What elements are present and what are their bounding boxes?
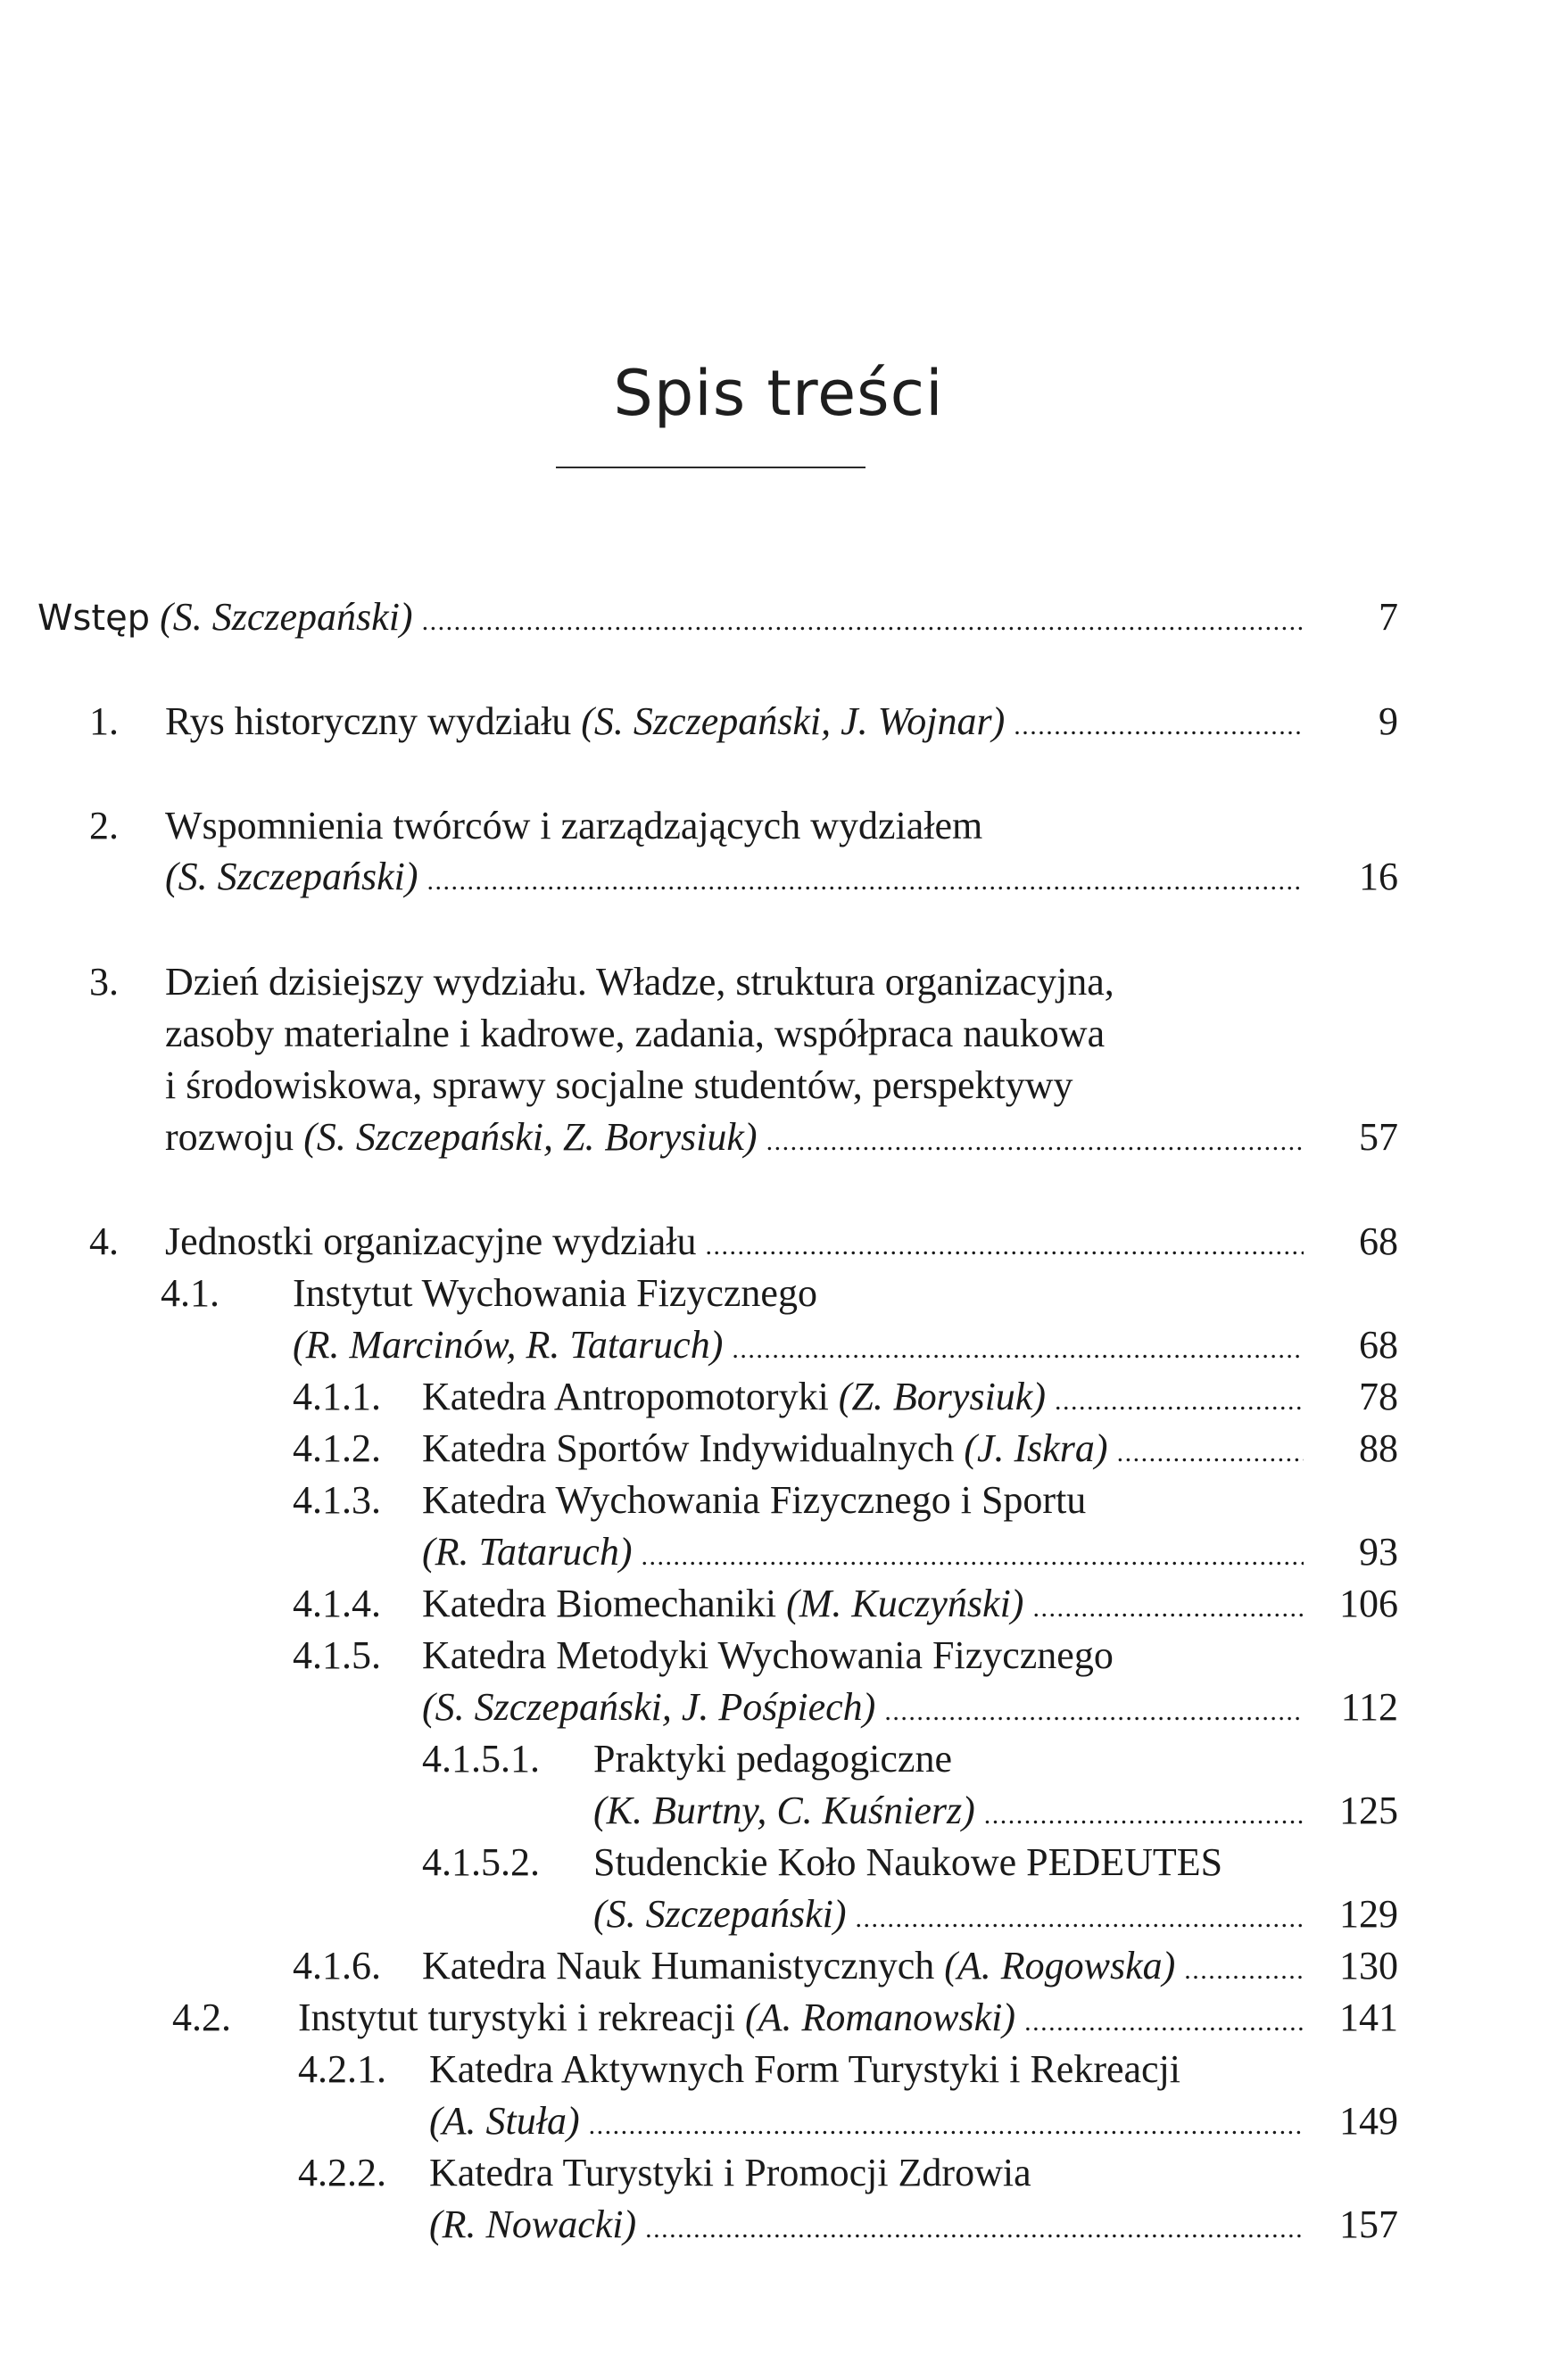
toc-entry-3-line3: i środowiskowa, sprawy socjalne studentów, perspektywy bbox=[165, 1063, 1073, 1107]
entry-number: 2. bbox=[89, 804, 119, 847]
dot-leader bbox=[422, 597, 1304, 647]
entry-title: Katedra Metodyki Wychowania Fizycznego bbox=[422, 1633, 1114, 1677]
dot-leader bbox=[1184, 1946, 1304, 1996]
page-title: Spis treści bbox=[613, 357, 944, 430]
entry-author: (M. Kuczyński) bbox=[786, 1582, 1024, 1625]
entry-title: Katedra Wychowania Fizycznego i Sportu bbox=[422, 1478, 1087, 1522]
page-number: 141 bbox=[1339, 1996, 1398, 2039]
dot-leader bbox=[1024, 1997, 1304, 2047]
entry-author: (Z. Borysiuk) bbox=[838, 1375, 1046, 1418]
toc-entry-4-2[interactable] bbox=[298, 1993, 1398, 2043]
entry-title: Studenckie Koło Naukowe PEDEUTES bbox=[593, 1840, 1223, 1884]
toc-entry-4-1-3-cont[interactable] bbox=[422, 1527, 1398, 1577]
entry-author: (R. Marcinów, R. Tataruch) bbox=[293, 1323, 724, 1367]
toc-entry-3-line4[interactable]: rozwoju (S. Szczepański, Z. Borysiuk) . . . 57 bbox=[165, 1112, 1398, 1162]
dot-leader bbox=[984, 1790, 1304, 1840]
page-number: 149 bbox=[1339, 2099, 1398, 2143]
page-number: 88 bbox=[1359, 1426, 1398, 1470]
entry-title: Katedra Nauk Humanistycznych bbox=[422, 1944, 935, 1987]
entry-number: 4. bbox=[89, 1219, 119, 1263]
entry-title: Rys historyczny wydziału bbox=[165, 699, 572, 743]
entry-title: Wspomnienia twórców i zarządzających wydziałem bbox=[165, 804, 983, 847]
entry-number: 4.1.1. bbox=[293, 1375, 381, 1418]
toc-entry-4-1-5-cont[interactable] bbox=[422, 1682, 1398, 1732]
entry-author: (S. Szczepański, Z. Borysiuk) bbox=[303, 1115, 758, 1159]
page-number: 68 bbox=[1359, 1323, 1398, 1367]
dot-leader bbox=[1014, 701, 1304, 751]
dot-leader bbox=[1032, 1583, 1304, 1633]
entry-number: 4.2.2. bbox=[298, 2151, 386, 2194]
dot-leader bbox=[1117, 1428, 1304, 1478]
toc-entry-4-2-2[interactable] bbox=[429, 2148, 1031, 2198]
dot-leader bbox=[427, 856, 1304, 906]
entry-title: Katedra Biomechaniki bbox=[422, 1582, 777, 1625]
page-number: 16 bbox=[1359, 855, 1398, 898]
entry-title: Instytut Wychowania Fizycznego bbox=[293, 1271, 817, 1315]
entry-author: (S. Szczepański, J. Wojnar) bbox=[581, 699, 1006, 743]
dot-leader bbox=[856, 1894, 1304, 1944]
entry-title: Katedra Aktywnych Form Turystyki i Rekreacji bbox=[429, 2047, 1181, 2091]
entry-title: Praktyki pedagogiczne bbox=[593, 1737, 952, 1781]
entry-author: (A. Rogowska) bbox=[944, 1944, 1176, 1987]
entry-number: 4.1.5.1. bbox=[422, 1737, 540, 1781]
entry-number: 1. bbox=[89, 699, 119, 743]
dot-leader bbox=[732, 1325, 1304, 1375]
toc-entry-2-cont[interactable] bbox=[165, 852, 1398, 902]
dot-leader bbox=[1055, 1376, 1304, 1426]
toc-entry-4-1-5[interactable] bbox=[422, 1631, 1114, 1681]
toc-entry-4-1-6[interactable] bbox=[422, 1941, 1398, 1991]
toc-entry-4-1-3[interactable] bbox=[422, 1475, 1086, 1525]
dot-leader bbox=[884, 1687, 1304, 1737]
dot-leader bbox=[766, 1117, 1304, 1167]
entry-number: 4.1.4. bbox=[293, 1582, 381, 1625]
toc-entry-4-1-1[interactable] bbox=[422, 1372, 1398, 1422]
toc-entry-4-1-4[interactable] bbox=[422, 1579, 1398, 1629]
toc-entry-4-1-cont[interactable] bbox=[293, 1320, 1398, 1370]
entry-title: Katedra Antropomotoryki bbox=[422, 1375, 829, 1418]
entry-author: (S. Szczepański, J. Pośpiech) bbox=[422, 1685, 876, 1729]
toc-entry-4-1-5-2[interactable] bbox=[593, 1838, 1222, 1888]
dot-leader bbox=[642, 1532, 1304, 1582]
dot-leader bbox=[705, 1221, 1304, 1271]
toc-entry-1[interactable] bbox=[165, 697, 1398, 747]
entry-number: 4.2. bbox=[172, 1996, 231, 2039]
entry-author: (S. Szczepański) bbox=[160, 595, 413, 639]
entry-author: (S. Szczepański) bbox=[593, 1892, 847, 1936]
entry-author: (A. Stuła) bbox=[429, 2099, 580, 2143]
entry-title: Jednostki organizacyjne wydziału bbox=[165, 1219, 697, 1263]
page-number: 68 bbox=[1359, 1219, 1398, 1263]
entry-number: 4.2.1. bbox=[298, 2047, 386, 2091]
entry-number: 4.1.5. bbox=[293, 1633, 381, 1677]
page-number: 157 bbox=[1339, 2202, 1398, 2246]
entry-title: Katedra Sportów Indywidualnych bbox=[422, 1426, 955, 1470]
entry-title: Wstęp bbox=[37, 598, 151, 639]
entry-number: 4.1.5.2. bbox=[422, 1840, 540, 1884]
dot-leader bbox=[645, 2204, 1304, 2254]
toc-entry-3-line2: zasoby materialne i kadrowe, zadania, współpraca naukowa bbox=[165, 1012, 1106, 1055]
toc-entry-intro[interactable] bbox=[37, 592, 1398, 642]
toc-entry-4-1-5-1-cont[interactable] bbox=[593, 1786, 1398, 1836]
toc-entry-2[interactable] bbox=[165, 801, 1398, 851]
entry-number: 3. bbox=[89, 960, 119, 1004]
entry-number: 4.1.2. bbox=[293, 1426, 381, 1470]
entry-author: (R. Nowacki) bbox=[429, 2202, 637, 2246]
toc-entry-4-2-1[interactable] bbox=[429, 2045, 1180, 2095]
toc-entry-4-1-5-1[interactable] bbox=[593, 1734, 952, 1784]
entry-title: Instytut turystyki i rekreacji bbox=[298, 1996, 735, 2039]
page-number: 130 bbox=[1339, 1944, 1398, 1987]
entry-author: (K. Burtny, C. Kuśnierz) bbox=[593, 1789, 975, 1832]
toc-entry-4-2-2-cont[interactable] bbox=[429, 2200, 1398, 2250]
toc-entry-4-1-2[interactable] bbox=[422, 1424, 1398, 1474]
toc-entry-3-line1[interactable]: Dzień dzisiejszy wydziału. Władze, struktura organizacyjna, bbox=[165, 960, 1114, 1004]
page-number: 106 bbox=[1339, 1582, 1398, 1625]
toc-entry-4-1[interactable] bbox=[293, 1269, 817, 1318]
page-number: 7 bbox=[1379, 595, 1398, 639]
page-number: 129 bbox=[1339, 1892, 1398, 1936]
page-number: 125 bbox=[1339, 1789, 1398, 1832]
toc-entry-4[interactable] bbox=[165, 1217, 1398, 1267]
page-number: 112 bbox=[1340, 1685, 1398, 1729]
page-number: 57 bbox=[1359, 1115, 1398, 1159]
entry-title: Katedra Turystyki i Promocji Zdrowia bbox=[429, 2151, 1031, 2194]
entry-author: (A. Romanowski) bbox=[745, 1996, 1016, 2039]
toc-entry-4-2-1-cont[interactable] bbox=[429, 2096, 1398, 2146]
toc-entry-4-1-5-2-cont[interactable] bbox=[593, 1889, 1398, 1939]
entry-number: 4.1.3. bbox=[293, 1478, 381, 1522]
entry-author: (R. Tataruch) bbox=[422, 1530, 633, 1574]
page-number: 78 bbox=[1359, 1375, 1398, 1418]
entry-number: 4.1. bbox=[161, 1271, 219, 1315]
entry-author: (J. Iskra) bbox=[964, 1426, 1108, 1470]
entry-number: 4.1.6. bbox=[293, 1944, 381, 1987]
entry-author: (S. Szczepański) bbox=[165, 855, 418, 898]
page-number: 93 bbox=[1359, 1530, 1398, 1574]
page-number: 9 bbox=[1379, 699, 1398, 743]
dot-leader bbox=[589, 2101, 1304, 2151]
